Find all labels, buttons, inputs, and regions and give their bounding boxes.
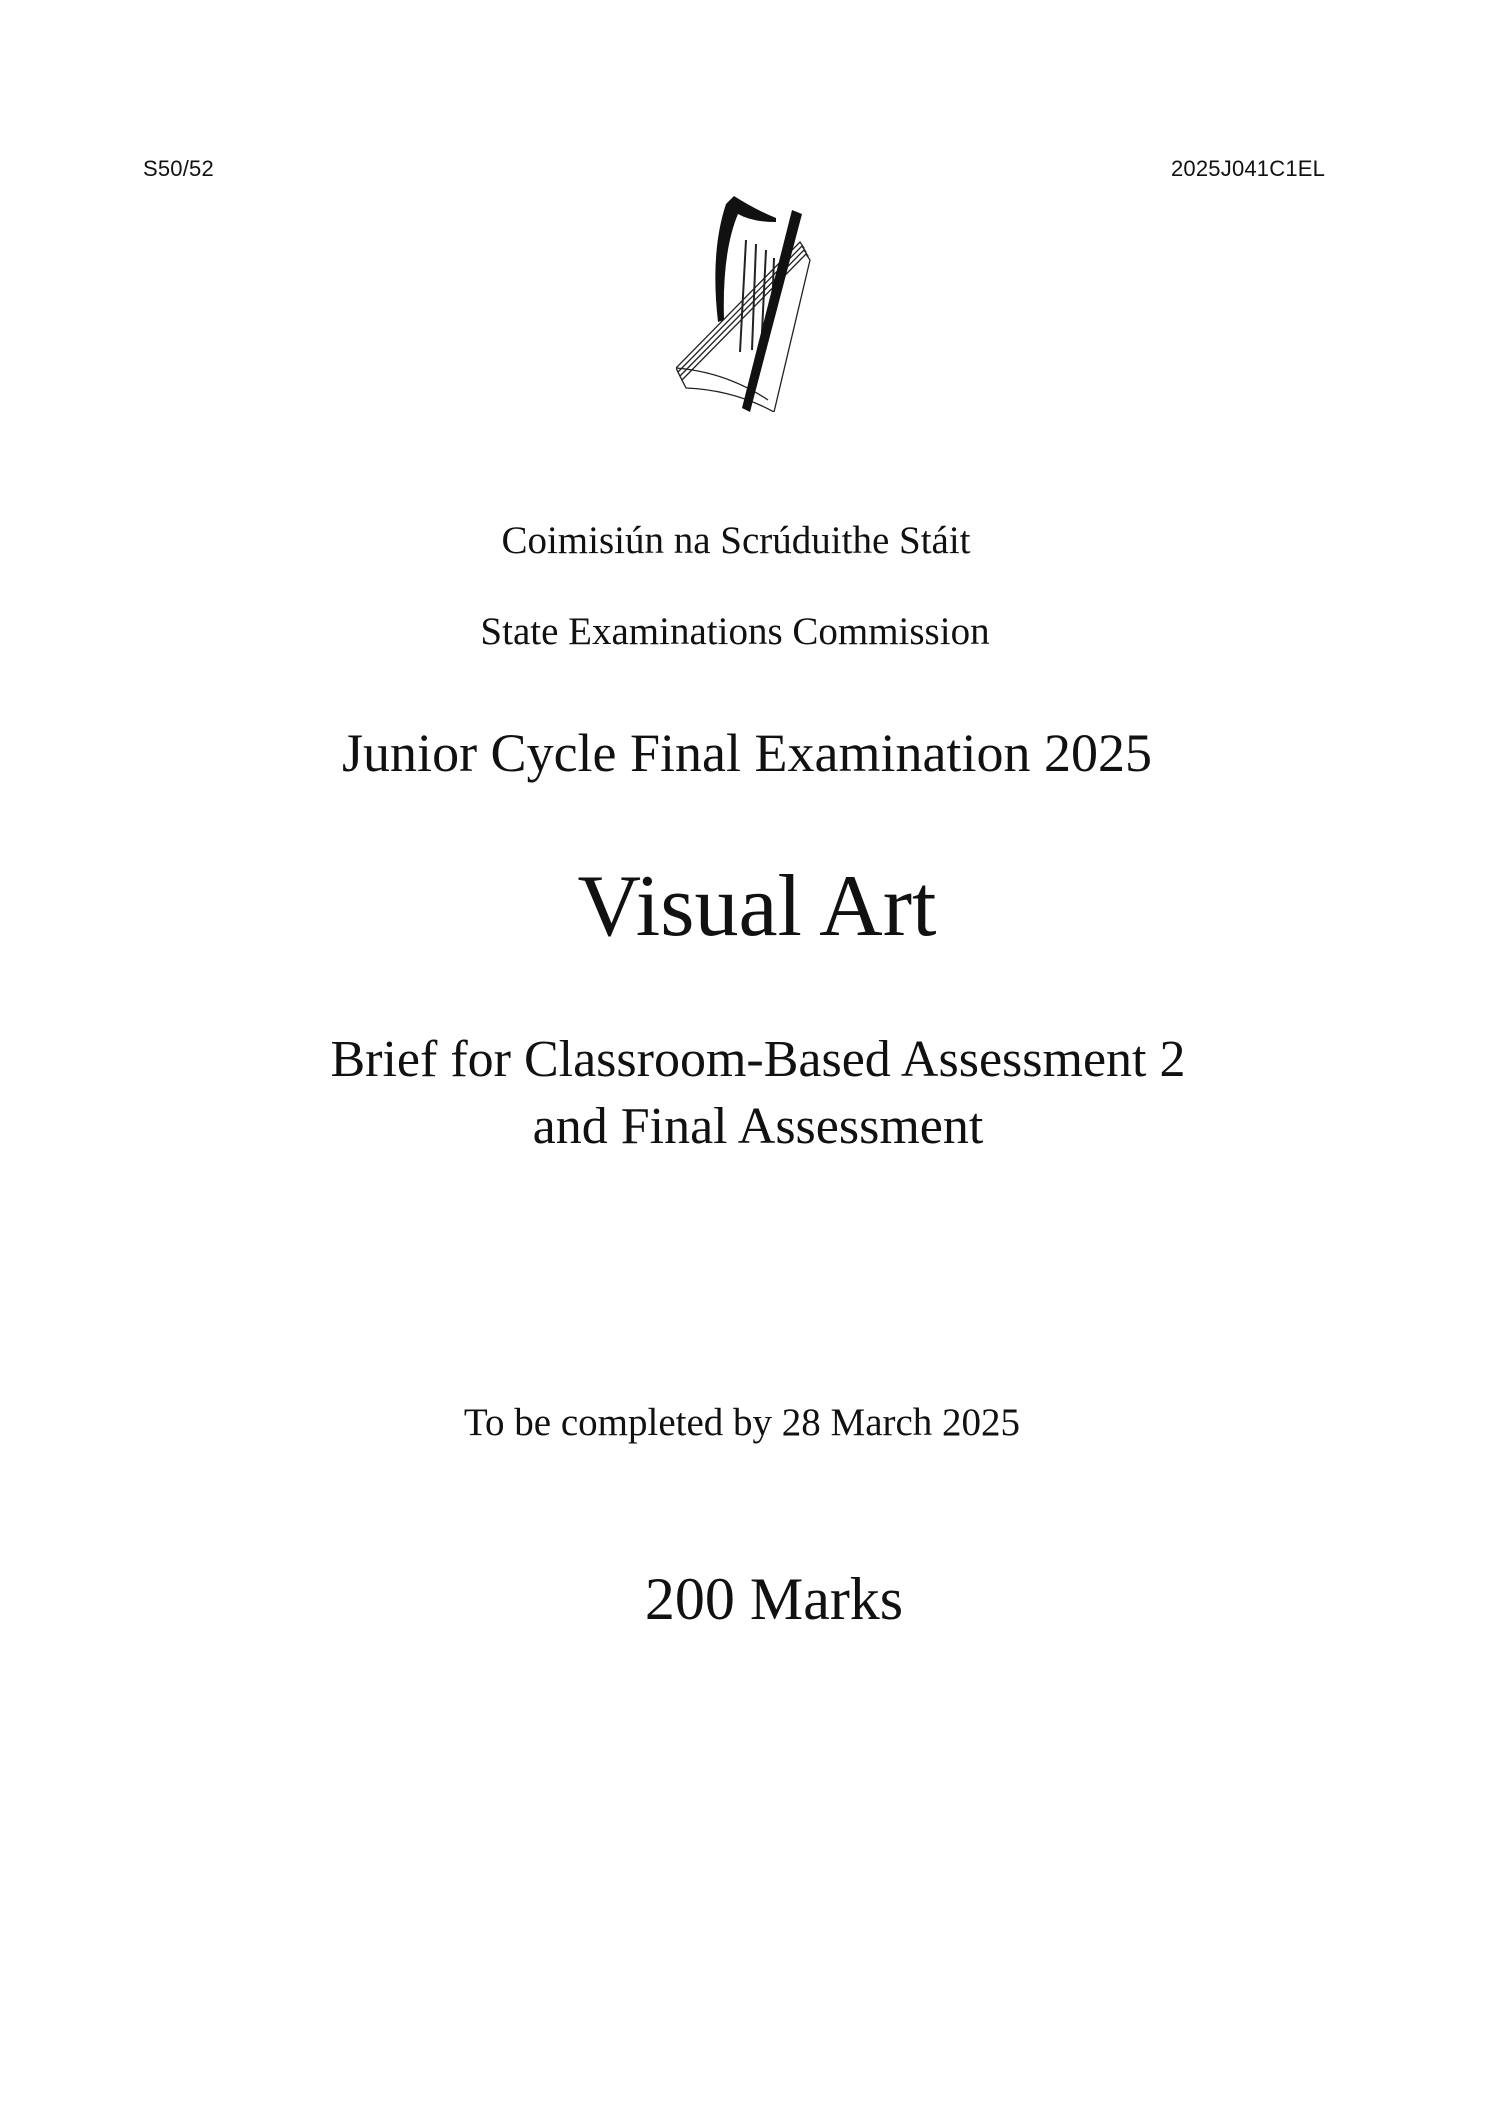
brief-title-line-2: and Final Assessment bbox=[532, 1098, 984, 1155]
organisation-name-irish: Coimisiún na Scrúduithe Stáit bbox=[501, 519, 971, 562]
completion-deadline: To be completed by 28 March 2025 bbox=[463, 1401, 1021, 1444]
paper-code-left: S50/52 bbox=[143, 156, 214, 181]
subject-title: Visual Art bbox=[577, 858, 937, 955]
exam-title: Junior Cycle Final Examination 2025 bbox=[342, 723, 1152, 783]
paper-code-right: 2025J041C1EL bbox=[1171, 156, 1326, 181]
total-marks: 200 Marks bbox=[644, 1566, 904, 1632]
brief-title-line-1: Brief for Classroom-Based Assessment 2 bbox=[330, 1031, 1186, 1088]
harp-and-book-logo-icon bbox=[676, 192, 836, 412]
organisation-name-english: State Examinations Commission bbox=[480, 610, 990, 653]
